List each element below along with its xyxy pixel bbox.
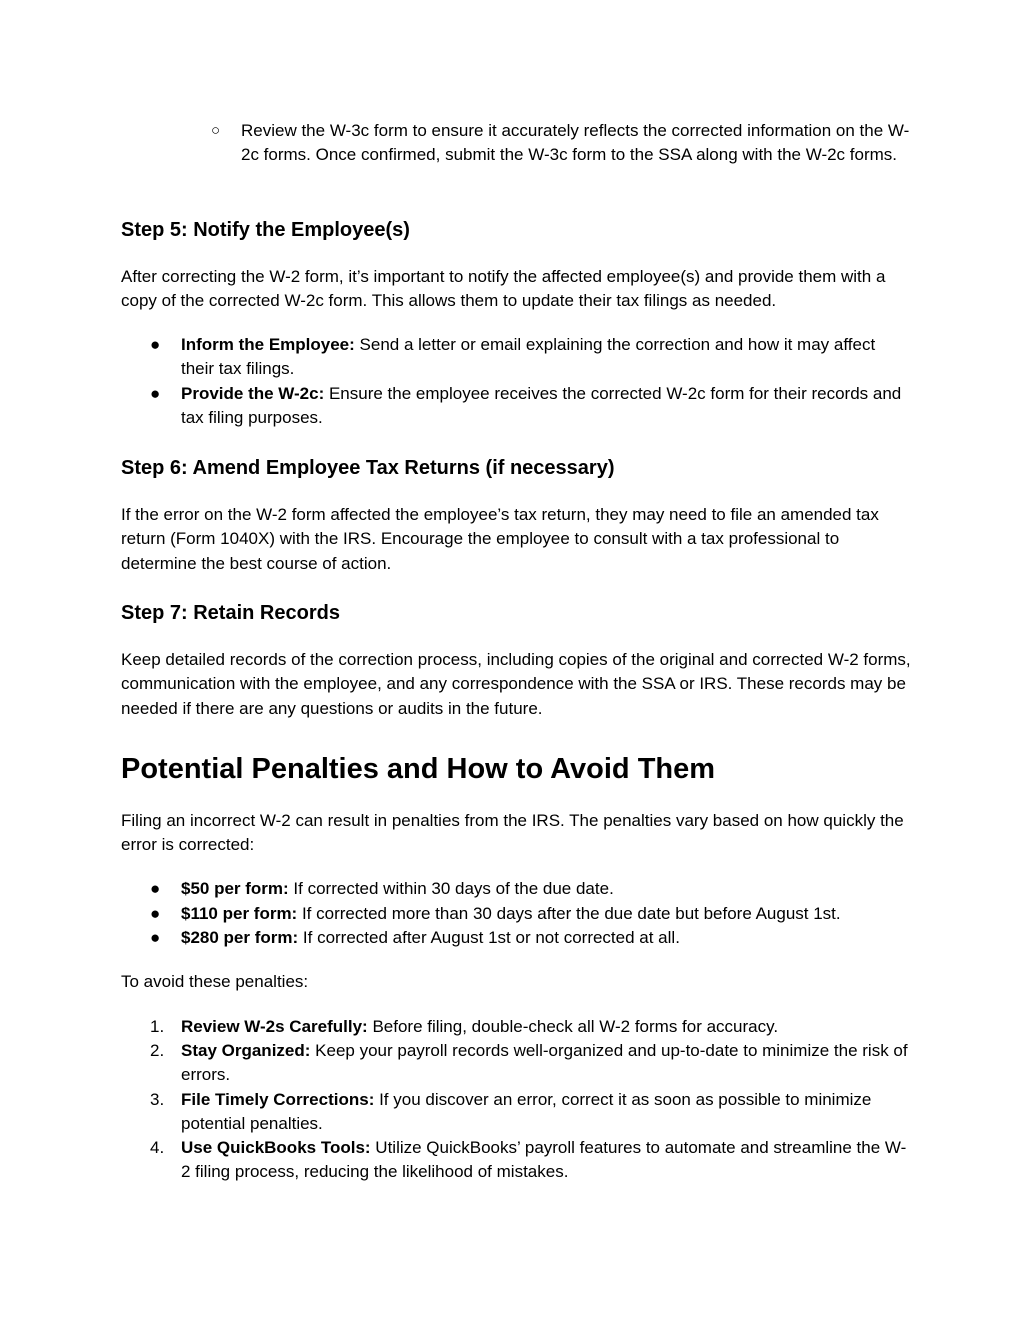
numbered-item [181,1015,911,1039]
list-item [181,926,911,950]
list-number: 2. [150,1041,165,1060]
numbered-item-bold: Use QuickBooks Tools: [181,1138,371,1157]
list-number: 4. [150,1138,165,1157]
numbered-item [181,1136,911,1185]
numbered-item-bold: File Timely Corrections: [181,1090,375,1109]
bullet-marker: ● [150,928,161,947]
numbered-item-bold: Stay Organized: [181,1041,311,1060]
list-item [181,877,911,901]
step6-body: If the error on the W-2 form affected the employee’s tax return, they may need to file an amended tax return (Form 1040X) with the IRS. Encourage the employee to consult with a tax professional to determine the best course of action. [121,505,879,573]
step4-sub-item: Review the W-3c form to ensure it accurately reflects the corrected information on the W-2c forms. Once confirmed, submit the W-3c form to the SSA along with the W-2c forms. [241,121,910,165]
list-item-text: If corrected after August 1st or not corrected at all. [298,928,680,947]
bullet-marker: ● [150,879,161,898]
list-item-bold: $50 per form: [181,879,289,898]
penalties-heading: Potential Penalties and How to Avoid Them [121,753,716,785]
step6-heading: Step 6: Amend Employee Tax Returns (if necessary) [121,457,615,479]
numbered-item-text: Before filing, double-check all W-2 forms for accuracy. [367,1017,779,1036]
list-item-text: If corrected more than 30 days after the due date but before August 1st. [297,904,841,923]
step5-heading: Step 5: Notify the Employee(s) [121,219,410,241]
avoid-intro: To avoid these penalties: [121,972,309,991]
list-item-text: Ensure the employee receives the corrected W-2c form for their records and tax filing purposes. [181,384,902,428]
numbered-item-text: If you discover an error, correct it as soon as possible to minimize potential penalties. [181,1090,872,1134]
numbered-item-text: Utilize QuickBooks’ payroll features to automate and streamline the W-2 filing process, reducing the likelihood of mistakes. [181,1138,907,1182]
list-number: 3. [150,1090,165,1109]
list-item [181,333,911,382]
list-item-bold: $110 per form: [181,904,298,923]
numbered-item-text: Keep your payroll records well-organized and up-to-date to minimize the risk of errors. [181,1041,908,1085]
step5-intro: After correcting the W-2 form, it’s important to notify the affected employee(s) and provide them with a copy of the corrected W-2c form. This allows them to update their tax filings as needed. [121,267,886,311]
list-number: 1. [150,1017,165,1036]
bullet-marker: ● [150,335,161,354]
numbered-item-bold: Review W-2s Carefully: [181,1017,368,1036]
step7-heading: Step 7: Retain Records [121,602,340,624]
list-item-bold: Inform the Employee: [181,335,355,354]
bullet-marker: ● [150,384,161,403]
numbered-item [181,1039,911,1088]
sub-bullet-marker: ○ [211,122,221,139]
list-item-text: If corrected within 30 days of the due date. [288,879,614,898]
numbered-item [181,1088,911,1137]
list-item [181,382,911,431]
bullet-marker: ● [150,904,161,923]
penalties-intro: Filing an incorrect W-2 can result in penalties from the IRS. The penalties vary based on how quickly the error is corrected: [121,811,904,855]
step7-body: Keep detailed records of the correction process, including copies of the original and corrected W-2 forms, communication with the employee, and any correspondence with the SSA or IRS. These records may be needed if there are any questions or audits in the future. [121,650,911,718]
list-item [181,902,911,926]
list-item-bold: Provide the W-2c: [181,384,325,403]
list-item-text: Send a letter or email explaining the correction and how it may affect their tax filings. [181,335,876,379]
list-item-bold: $280 per form: [181,928,299,947]
